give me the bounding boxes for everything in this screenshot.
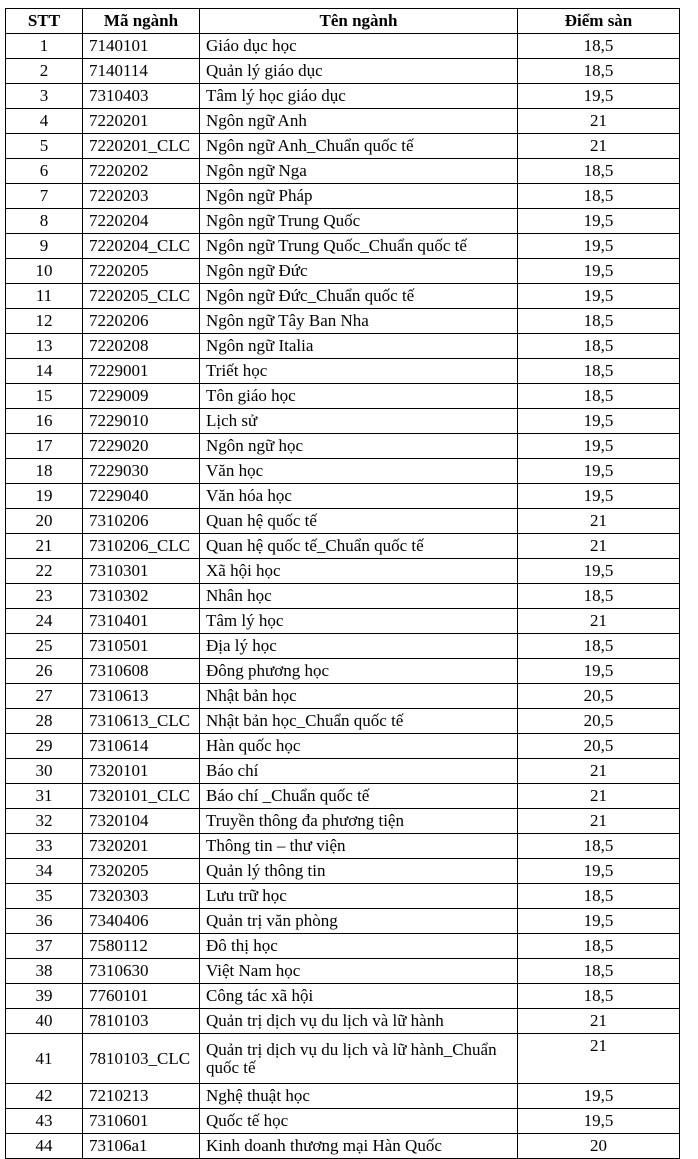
row-name: Giáo dục học — [200, 34, 518, 59]
table-row — [6, 1109, 680, 1134]
row-code: 7810103 — [83, 1009, 200, 1034]
table-row — [6, 984, 680, 1009]
row-name: Ngôn ngữ Pháp — [200, 184, 518, 209]
row-score: 19,5 — [518, 484, 680, 509]
row-code: 7229001 — [83, 359, 200, 384]
row-stt: 32 — [6, 809, 83, 834]
row-name: Nhật bản học — [200, 684, 518, 709]
table-row — [6, 559, 680, 584]
row-score: 19,5 — [518, 409, 680, 434]
row-name: Ngôn ngữ Tây Ban Nha — [200, 309, 518, 334]
row-name: Quản trị dịch vụ du lịch và lữ hành — [200, 1009, 518, 1034]
row-name: Quan hệ quốc tế — [200, 509, 518, 534]
row-stt: 14 — [6, 359, 83, 384]
row-stt: 39 — [6, 984, 83, 1009]
row-score: 18,5 — [518, 159, 680, 184]
table-row — [6, 609, 680, 634]
admission-score-table — [5, 8, 680, 1159]
row-code: 7229010 — [83, 409, 200, 434]
header-name: Tên ngành — [200, 9, 518, 34]
row-stt: 41 — [6, 1034, 83, 1084]
row-code: 7310608 — [83, 659, 200, 684]
row-score: 21 — [518, 109, 680, 134]
table-row — [6, 809, 680, 834]
table-row — [6, 359, 680, 384]
row-stt: 9 — [6, 234, 83, 259]
row-code: 7220201_CLC — [83, 134, 200, 159]
table-row — [6, 734, 680, 759]
row-name: Quốc tế học — [200, 1109, 518, 1134]
row-stt: 6 — [6, 159, 83, 184]
table-row — [6, 1084, 680, 1109]
row-name: Ngôn ngữ Trung Quốc — [200, 209, 518, 234]
row-score: 18,5 — [518, 334, 680, 359]
table-header-row — [6, 9, 680, 34]
row-code: 7310302 — [83, 584, 200, 609]
row-code: 7310614 — [83, 734, 200, 759]
row-score: 19,5 — [518, 659, 680, 684]
row-score: 19,5 — [518, 434, 680, 459]
row-code: 7320101 — [83, 759, 200, 784]
row-name: Ngôn ngữ Italia — [200, 334, 518, 359]
row-code: 7229040 — [83, 484, 200, 509]
table-row — [6, 409, 680, 434]
row-stt: 28 — [6, 709, 83, 734]
row-score: 19,5 — [518, 234, 680, 259]
row-name: Tâm lý học giáo dục — [200, 84, 518, 109]
row-code: 7229009 — [83, 384, 200, 409]
table-row — [6, 384, 680, 409]
row-code: 7220206 — [83, 309, 200, 334]
row-name: Báo chí — [200, 759, 518, 784]
table-row — [6, 659, 680, 684]
row-score: 21 — [518, 784, 680, 809]
row-code: 7220204_CLC — [83, 234, 200, 259]
row-name: Ngôn ngữ học — [200, 434, 518, 459]
table-row — [6, 834, 680, 859]
row-name: Triết học — [200, 359, 518, 384]
table-row — [6, 534, 680, 559]
row-code: 7310601 — [83, 1109, 200, 1134]
row-name: Quản lý giáo dục — [200, 59, 518, 84]
row-score: 18,5 — [518, 884, 680, 909]
row-name: Việt Nam học — [200, 959, 518, 984]
table-row — [6, 584, 680, 609]
row-name: Quản lý thông tin — [200, 859, 518, 884]
row-score: 19,5 — [518, 259, 680, 284]
row-score: 21 — [518, 1034, 680, 1084]
row-stt: 13 — [6, 334, 83, 359]
row-stt: 38 — [6, 959, 83, 984]
row-code: 7229030 — [83, 459, 200, 484]
row-stt: 16 — [6, 409, 83, 434]
table-row — [6, 34, 680, 59]
row-stt: 11 — [6, 284, 83, 309]
row-stt: 1 — [6, 34, 83, 59]
row-score: 18,5 — [518, 959, 680, 984]
row-name: Ngôn ngữ Anh — [200, 109, 518, 134]
row-score: 18,5 — [518, 584, 680, 609]
table-row — [6, 1009, 680, 1034]
row-score: 19,5 — [518, 559, 680, 584]
row-name: Quản trị dịch vụ du lịch và lữ hành_Chuẩn quốc tế — [200, 1034, 518, 1084]
table-row — [6, 459, 680, 484]
row-stt: 18 — [6, 459, 83, 484]
row-score: 20,5 — [518, 684, 680, 709]
table-row — [6, 1034, 680, 1084]
row-name: Kinh doanh thương mại Hàn Quốc — [200, 1134, 518, 1159]
table-row — [6, 684, 680, 709]
row-name: Địa lý học — [200, 634, 518, 659]
row-code: 7210213 — [83, 1084, 200, 1109]
row-score: 18,5 — [518, 309, 680, 334]
row-code: 7220204 — [83, 209, 200, 234]
row-code: 7229020 — [83, 434, 200, 459]
row-name: Báo chí _Chuẩn quốc tế — [200, 784, 518, 809]
row-score: 18,5 — [518, 634, 680, 659]
row-stt: 23 — [6, 584, 83, 609]
row-name: Ngôn ngữ Nga — [200, 159, 518, 184]
table-row — [6, 634, 680, 659]
table-row — [6, 884, 680, 909]
table-row — [6, 159, 680, 184]
row-name: Tâm lý học — [200, 609, 518, 634]
row-score: 21 — [518, 534, 680, 559]
row-stt: 30 — [6, 759, 83, 784]
row-code: 7140101 — [83, 34, 200, 59]
row-stt: 36 — [6, 909, 83, 934]
row-stt: 43 — [6, 1109, 83, 1134]
row-code: 7320101_CLC — [83, 784, 200, 809]
row-name: Lịch sử — [200, 409, 518, 434]
table-row — [6, 859, 680, 884]
row-stt: 12 — [6, 309, 83, 334]
row-stt: 4 — [6, 109, 83, 134]
row-name: Truyền thông đa phương tiện — [200, 809, 518, 834]
row-score: 21 — [518, 1009, 680, 1034]
row-stt: 17 — [6, 434, 83, 459]
row-stt: 22 — [6, 559, 83, 584]
row-stt: 3 — [6, 84, 83, 109]
row-stt: 2 — [6, 59, 83, 84]
row-name: Nghệ thuật học — [200, 1084, 518, 1109]
row-score: 19,5 — [518, 859, 680, 884]
row-stt: 25 — [6, 634, 83, 659]
row-score: 19,5 — [518, 209, 680, 234]
row-score: 18,5 — [518, 984, 680, 1009]
row-name: Lưu trữ học — [200, 884, 518, 909]
row-name: Quản trị văn phòng — [200, 909, 518, 934]
row-code: 7310613_CLC — [83, 709, 200, 734]
row-code: 7320201 — [83, 834, 200, 859]
row-stt: 21 — [6, 534, 83, 559]
table-row — [6, 334, 680, 359]
row-stt: 20 — [6, 509, 83, 534]
row-code: 7220202 — [83, 159, 200, 184]
row-name: Đông phương học — [200, 659, 518, 684]
row-name: Ngôn ngữ Anh_Chuẩn quốc tế — [200, 134, 518, 159]
row-score: 18,5 — [518, 59, 680, 84]
row-code: 7310403 — [83, 84, 200, 109]
row-score: 19,5 — [518, 909, 680, 934]
row-name: Ngôn ngữ Đức_Chuẩn quốc tế — [200, 284, 518, 309]
row-code: 7310613 — [83, 684, 200, 709]
row-stt: 5 — [6, 134, 83, 159]
row-code: 7310501 — [83, 634, 200, 659]
table-row — [6, 784, 680, 809]
row-code: 7310630 — [83, 959, 200, 984]
table-row — [6, 434, 680, 459]
row-stt: 33 — [6, 834, 83, 859]
table-row — [6, 909, 680, 934]
table-row — [6, 109, 680, 134]
row-code: 7320303 — [83, 884, 200, 909]
row-stt: 27 — [6, 684, 83, 709]
row-name: Tôn giáo học — [200, 384, 518, 409]
row-score: 18,5 — [518, 184, 680, 209]
table-row — [6, 134, 680, 159]
row-code: 7760101 — [83, 984, 200, 1009]
row-name: Nhân học — [200, 584, 518, 609]
row-code: 7320205 — [83, 859, 200, 884]
row-stt: 29 — [6, 734, 83, 759]
table-body — [6, 34, 680, 1159]
table-row — [6, 59, 680, 84]
row-stt: 31 — [6, 784, 83, 809]
row-stt: 15 — [6, 384, 83, 409]
row-score: 19,5 — [518, 459, 680, 484]
row-score: 19,5 — [518, 284, 680, 309]
row-stt: 44 — [6, 1134, 83, 1159]
table-row — [6, 259, 680, 284]
row-score: 19,5 — [518, 84, 680, 109]
row-name: Ngôn ngữ Trung Quốc_Chuẩn quốc tế — [200, 234, 518, 259]
row-score: 19,5 — [518, 1109, 680, 1134]
row-score: 18,5 — [518, 384, 680, 409]
row-score: 21 — [518, 809, 680, 834]
row-code: 7220205_CLC — [83, 284, 200, 309]
row-name: Thông tin – thư viện — [200, 834, 518, 859]
row-code: 7220205 — [83, 259, 200, 284]
row-code: 7310401 — [83, 609, 200, 634]
row-stt: 42 — [6, 1084, 83, 1109]
row-stt: 40 — [6, 1009, 83, 1034]
table-row — [6, 184, 680, 209]
row-score: 21 — [518, 134, 680, 159]
row-score: 18,5 — [518, 34, 680, 59]
row-name: Ngôn ngữ Đức — [200, 259, 518, 284]
row-score: 20,5 — [518, 734, 680, 759]
row-score: 21 — [518, 609, 680, 634]
row-stt: 19 — [6, 484, 83, 509]
table-row — [6, 84, 680, 109]
row-stt: 8 — [6, 209, 83, 234]
row-name: Công tác xã hội — [200, 984, 518, 1009]
row-code: 7310206_CLC — [83, 534, 200, 559]
row-score: 18,5 — [518, 934, 680, 959]
row-name: Văn hóa học — [200, 484, 518, 509]
row-name: Quan hệ quốc tế_Chuẩn quốc tế — [200, 534, 518, 559]
row-score: 19,5 — [518, 1084, 680, 1109]
table-row — [6, 709, 680, 734]
row-code: 7220201 — [83, 109, 200, 134]
row-code: 7340406 — [83, 909, 200, 934]
row-score: 20 — [518, 1134, 680, 1159]
table-row — [6, 284, 680, 309]
row-score: 18,5 — [518, 359, 680, 384]
row-code: 7220208 — [83, 334, 200, 359]
row-stt: 10 — [6, 259, 83, 284]
row-stt: 37 — [6, 934, 83, 959]
row-stt: 7 — [6, 184, 83, 209]
row-name: Hàn quốc học — [200, 734, 518, 759]
row-code: 7810103_CLC — [83, 1034, 200, 1084]
table-row — [6, 209, 680, 234]
table-row — [6, 509, 680, 534]
table-row — [6, 484, 680, 509]
row-code: 73106a1 — [83, 1134, 200, 1159]
row-score: 18,5 — [518, 834, 680, 859]
table-row — [6, 1134, 680, 1159]
row-stt: 24 — [6, 609, 83, 634]
row-code: 7310206 — [83, 509, 200, 534]
row-code: 7320104 — [83, 809, 200, 834]
row-code: 7580112 — [83, 934, 200, 959]
table-row — [6, 309, 680, 334]
row-name: Xã hội học — [200, 559, 518, 584]
table-row — [6, 934, 680, 959]
row-code: 7140114 — [83, 59, 200, 84]
table-row — [6, 959, 680, 984]
row-name: Đô thị học — [200, 934, 518, 959]
row-score: 20,5 — [518, 709, 680, 734]
row-stt: 35 — [6, 884, 83, 909]
header-stt: STT — [6, 9, 83, 34]
row-stt: 26 — [6, 659, 83, 684]
row-score: 21 — [518, 509, 680, 534]
row-score: 21 — [518, 759, 680, 784]
row-code: 7310301 — [83, 559, 200, 584]
row-stt: 34 — [6, 859, 83, 884]
header-code: Mã ngành — [83, 9, 200, 34]
header-score: Điểm sàn — [518, 9, 680, 34]
row-code: 7220203 — [83, 184, 200, 209]
row-name: Nhật bản học_Chuẩn quốc tế — [200, 709, 518, 734]
table-row — [6, 759, 680, 784]
row-name: Văn học — [200, 459, 518, 484]
table-row — [6, 234, 680, 259]
